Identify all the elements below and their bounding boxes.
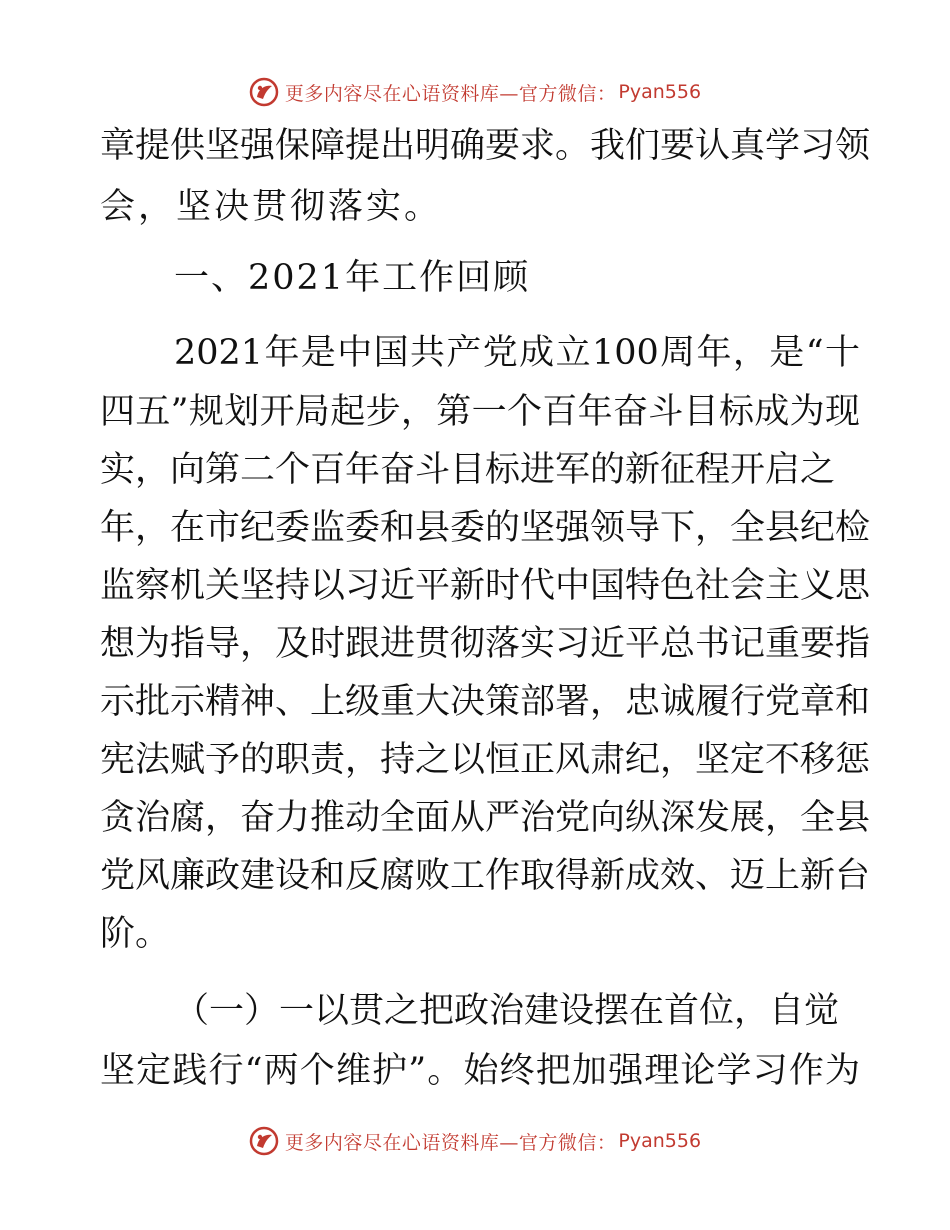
body-line: 想为指导，及时跟进贯彻落实习近平总书记重要指 [100, 624, 871, 664]
body-line: 会，坚决贯彻落实。 [100, 187, 443, 227]
watermark-id: Pyan556 [618, 1130, 702, 1152]
body-line: 实，向第二个百年奋斗目标进军的新征程开启之 [100, 450, 836, 490]
body-line: 党风廉政建设和反腐败工作取得新成效、迈上新台 [100, 856, 871, 896]
body-line: 章提供坚强保障提出明确要求。我们要认真学习领 [100, 126, 871, 166]
logo-icon [249, 77, 279, 107]
body-line: 阶。 [100, 914, 171, 954]
body-line: 宪法赋予的职责，持之以恒正风肃纪，坚定不移惩 [100, 740, 871, 780]
body-line: 贪治腐，奋力推动全面从严治党向纵深发展，全县 [100, 798, 871, 838]
section-heading: 一、2021年工作回顾 [174, 258, 531, 298]
watermark-text: 更多内容尽在心语资料库—官方微信： [284, 1131, 617, 1154]
subsection-heading: （一）一以贯之把政治建设摆在首位，自觉 [174, 991, 840, 1031]
body-line: 坚定践行“两个维护”。始终把加强理论学习作为 [100, 1051, 860, 1091]
watermark-id: Pyan556 [618, 81, 702, 103]
body-line: 2021年是中国共产党成立100周年，是“十 [174, 333, 860, 373]
logo-icon [249, 1126, 279, 1156]
body-line: 示批示精神、上级重大决策部署，忠诚履行党章和 [100, 682, 871, 722]
body-line: 年，在市纪委监委和县委的坚强领导下，全县纪检 [100, 508, 871, 548]
watermark-header [0, 72, 950, 112]
watermark-footer [0, 1121, 950, 1161]
body-line: 监察机关坚持以习近平新时代中国特色社会主义思 [100, 566, 871, 606]
watermark-text: 更多内容尽在心语资料库—官方微信： [284, 82, 617, 105]
body-line: 四五”规划开局起步，第一个百年奋斗目标成为现 [100, 392, 860, 432]
